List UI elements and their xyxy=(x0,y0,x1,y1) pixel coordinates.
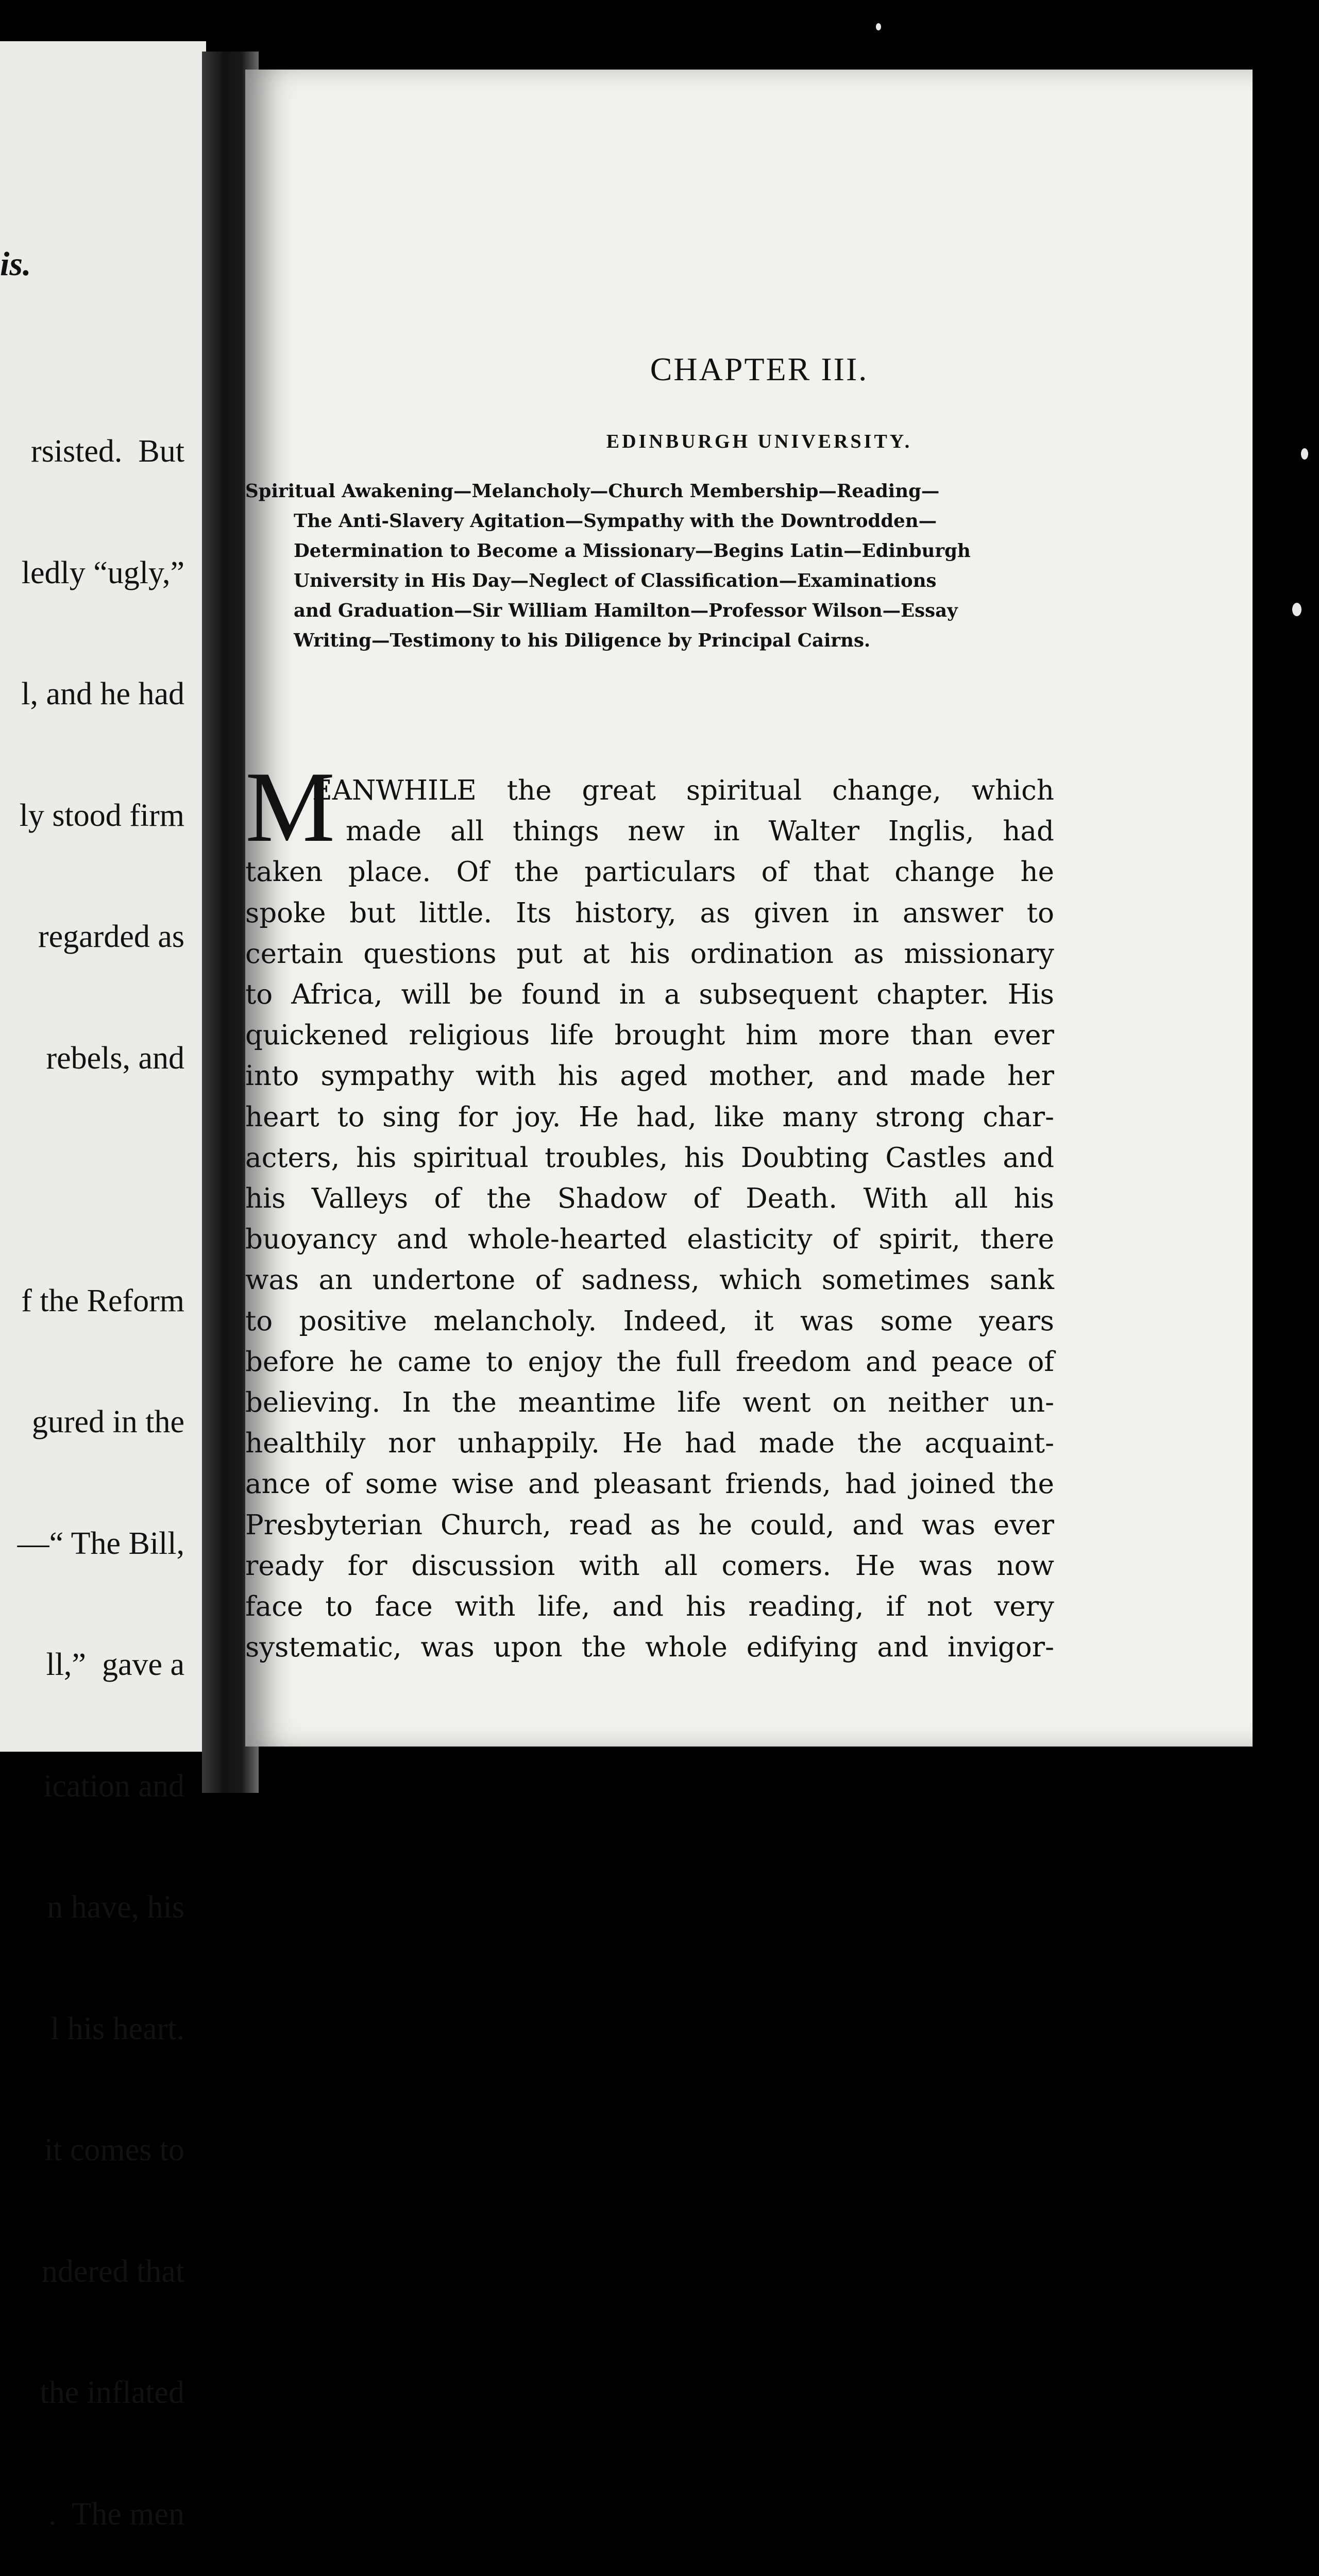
left-line: f the Reform xyxy=(21,1283,184,1318)
chapter-synopsis xyxy=(245,477,1070,656)
body-line: heart to sing for joy. He had, like many strong char- xyxy=(245,1101,1054,1133)
body-line: ready for discussion with all comers. He was now xyxy=(245,1550,1054,1582)
body-line: made all things new in Walter Inglis, had xyxy=(346,816,1054,848)
chapter-body xyxy=(245,770,1054,1668)
body-line: systematic, was upon the whole edifying and invigor- xyxy=(245,1632,1054,1664)
left-line: l, and he had xyxy=(21,676,184,711)
body-line: his Valleys of the Shadow of Death. With all his xyxy=(245,1183,1054,1215)
body-line: certain questions put at his ordination as missionary xyxy=(245,938,1054,970)
left-line: l his heart. xyxy=(50,2011,184,2046)
synopsis-line: Writing—Testimony to his Diligence by Principal Cairns. xyxy=(294,630,871,651)
body-line: to Africa, will be found in a subsequent chapter. His xyxy=(245,979,1054,1011)
body-line: taken place. Of the particulars of that change he xyxy=(245,856,1054,888)
synopsis-line: and Graduation—Sir William Hamilton—Professor Wilson—Essay xyxy=(294,600,958,621)
body-line: healthily nor unhappily. He had made the acquaint- xyxy=(245,1428,1054,1460)
left-line: . The men xyxy=(48,2496,184,2532)
chapter-number: CHAPTER III. xyxy=(650,351,869,387)
left-line: rebels, and xyxy=(46,1040,184,1076)
body-line: EANWHILE the great spiritual change, which xyxy=(312,775,1054,806)
synopsis-line: Spiritual Awakening—Melancholy—Church Membership—Reading— xyxy=(245,481,940,502)
body-line: acters, his spiritual troubles, his Doubting Castles and xyxy=(245,1142,1054,1174)
left-line: —“ The Bill, xyxy=(17,1526,184,1561)
body-line: buoyancy and whole-hearted elasticity of spirit, there xyxy=(245,1224,1054,1256)
left-line: ledly “ugly,” xyxy=(21,555,184,590)
body-line: spoke but little. Its history, as given in answer to xyxy=(245,897,1054,929)
left-line: it comes to xyxy=(44,2132,184,2167)
body-line: was an undertone of sadness, which sometimes sank xyxy=(245,1264,1054,1296)
body-line: Presbyterian Church, read as he could, and was ever xyxy=(245,1509,1054,1541)
body-line: believing. In the meantime life went on neither un- xyxy=(245,1387,1054,1419)
synopsis-line: Determination to Become a Missionary—Begins Latin—Edinburgh xyxy=(294,540,971,562)
body-line: quickened religious life brought him more than ever xyxy=(245,1020,1054,1052)
left-line: ll,” gave a xyxy=(46,1647,184,1682)
chapter-title: EDINBURGH UNIVERSITY. xyxy=(606,431,912,452)
left-line: ication and xyxy=(43,1768,184,1804)
drop-cap: M xyxy=(245,751,335,863)
left-page-text xyxy=(18,350,184,2576)
left-line: ndered that xyxy=(41,2253,184,2289)
body-line: into sympathy with his aged mother, and made her xyxy=(245,1060,1054,1092)
left-line: n have, his xyxy=(47,1890,184,1925)
left-line: regarded as xyxy=(38,919,184,954)
left-line: gured in the xyxy=(31,1404,184,1439)
right-page xyxy=(245,70,1253,1747)
left-line: the inflated xyxy=(40,2375,184,2410)
left-line: ly stood firm xyxy=(19,798,184,833)
synopsis-line: University in His Day—Neglect of Classification—Examinations xyxy=(294,570,937,591)
left-page xyxy=(0,41,206,2532)
left-line: rsisted. But xyxy=(31,434,184,469)
body-line: to positive melancholy. Indeed, it was some years xyxy=(245,1305,1054,1337)
scan-speck xyxy=(876,23,881,30)
body-line: ance of some wise and pleasant friends, had joined the xyxy=(245,1468,1054,1500)
synopsis-line: The Anti-Slavery Agitation—Sympathy with the Downtrodden— xyxy=(294,511,937,532)
body-line: face to face with life, and his reading, if not very xyxy=(245,1591,1054,1623)
left-line-gap xyxy=(18,1159,184,1200)
left-page-header-fragment: is. xyxy=(0,245,31,283)
scan-speck xyxy=(1301,448,1308,460)
scan-speck xyxy=(1292,603,1301,616)
body-line: before he came to enjoy the full freedom and peace of xyxy=(245,1346,1054,1378)
